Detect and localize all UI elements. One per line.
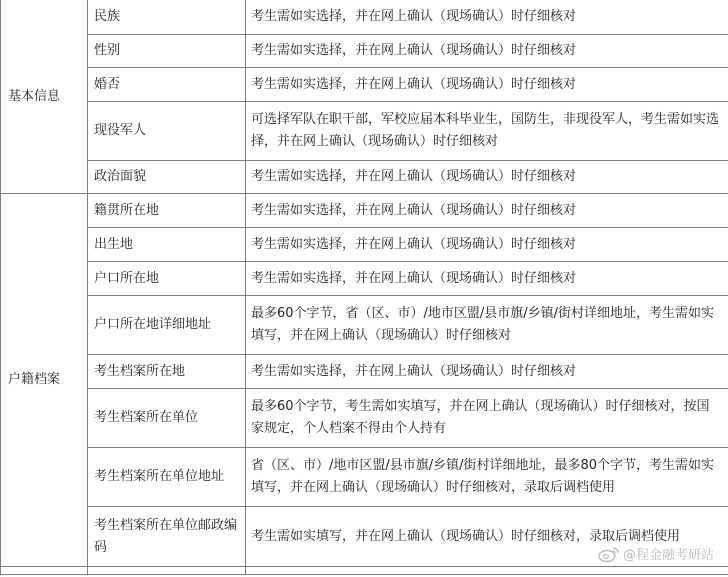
- description-cell: 考生需如实选择，并在网上确认（现场确认）时仔细核对: [246, 228, 728, 262]
- description-cell: 考生需如实选择，并在网上确认（现场确认）时仔细核对: [246, 355, 728, 389]
- description-cell: 可选择军队在职干部，军校应届本科毕业生，国防生，非现役军人，考生需如实选择，并在网上确认（现场确认）时仔细核对: [246, 102, 728, 161]
- empty-cell: [88, 567, 246, 575]
- table-row: [1, 102, 728, 161]
- field-name-cell: 籍贯所在地: [88, 194, 246, 228]
- description-cell: 考生需如实选择，并在网上确认（现场确认）时仔细核对: [246, 161, 728, 194]
- watermark-text: @程金融考研站: [622, 548, 714, 563]
- description-cell: 考生需如实选择，并在网上确认（现场确认）时仔细核对: [246, 68, 728, 102]
- category-cell: 基本信息: [1, 0, 88, 194]
- description-cell: 最多60个字节，考生需如实填写，并在网上确认（现场确认）时仔细核对，按国家规定，个人档案不得由个人持有: [246, 389, 728, 448]
- table-row: [1, 567, 728, 575]
- table-row: [1, 194, 728, 228]
- description-cell: 最多60个字节，省（区、市）/地市区盟/县市旗/乡镇/街村详细地址，考生需如实填写，并在网上确认（现场确认）时仔细核对: [246, 296, 728, 355]
- table-row: [1, 0, 728, 35]
- description-cell: 考生需如实选择，并在网上确认（现场确认）时仔细核对: [246, 262, 728, 296]
- field-name-cell: 户口所在地: [88, 262, 246, 296]
- description-cell: 考生需如实选择，并在网上确认（现场确认）时仔细核对: [246, 0, 728, 35]
- field-name-cell: 民族: [88, 0, 246, 35]
- empty-cell: [1, 567, 88, 575]
- table-row: [1, 389, 728, 448]
- table-row: [1, 68, 728, 102]
- field-name-cell: 性别: [88, 35, 246, 68]
- category-cell: 户籍档案: [1, 194, 88, 567]
- description-cell: 考生需如实选择，并在网上确认（现场确认）时仔细核对: [246, 35, 728, 68]
- table-row: [1, 161, 728, 194]
- field-name-cell: 考生档案所在地: [88, 355, 246, 389]
- field-name-cell: 政治面貌: [88, 161, 246, 194]
- table-row: [1, 262, 728, 296]
- table-row: [1, 448, 728, 507]
- weibo-logo-icon: [598, 545, 620, 563]
- table-row: [1, 296, 728, 355]
- watermark: [598, 544, 714, 563]
- description-cell: 考生需如实选择，并在网上确认（现场确认）时仔细核对: [246, 194, 728, 228]
- table-row: [1, 228, 728, 262]
- field-name-cell: 考生档案所在单位: [88, 389, 246, 448]
- empty-cell: [246, 567, 728, 575]
- description-cell: 省（区、市）/地市区盟/县市旗/乡镇/街村详细地址，最多80个字节，考生需如实填写，并在网上确认（现场确认）时仔细核对，录取后调档使用: [246, 448, 728, 507]
- table-row: [1, 355, 728, 389]
- table-row: [1, 35, 728, 68]
- field-name-cell: 婚否: [88, 68, 246, 102]
- field-name-cell: 考生档案所在单位地址: [88, 448, 246, 507]
- field-name-cell: 户口所在地详细地址: [88, 296, 246, 355]
- field-name-cell: 现役军人: [88, 102, 246, 161]
- field-name-cell: 考生档案所在单位邮政编码: [88, 507, 246, 567]
- description-cell: 考生需如实填写，并在网上确认（现场确认）时仔细核对，录取后调档使用: [246, 507, 728, 567]
- field-name-cell: 出生地: [88, 228, 246, 262]
